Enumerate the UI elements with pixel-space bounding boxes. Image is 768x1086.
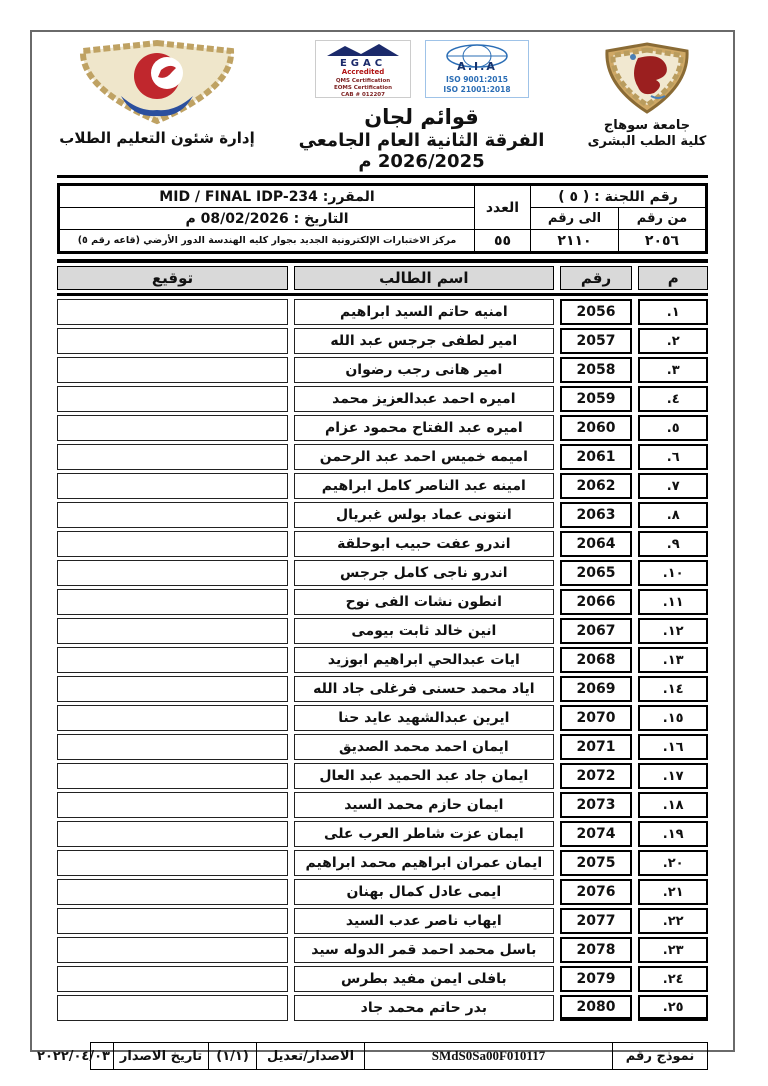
from-number-label: من رقم — [619, 208, 707, 230]
signature-cell — [57, 705, 288, 731]
name-cell: اندرو ناجى كامل جرجس — [294, 560, 554, 586]
serial-cell: ١٣. — [638, 647, 708, 673]
sohag-university-logo-icon — [601, 99, 693, 118]
signature-cell — [57, 328, 288, 354]
name-cell: اميره احمد عبدالعزيز محمد — [294, 386, 554, 412]
number-cell: 2059 — [560, 386, 633, 412]
student-row — [57, 763, 708, 789]
students-header-table — [51, 263, 714, 293]
number-cell: 2068 — [560, 647, 633, 673]
issue-date-label: تاريخ الاصدار — [114, 1043, 209, 1070]
number-cell: 2071 — [560, 734, 633, 760]
header-divider — [57, 175, 708, 178]
faculty-name: كلية الطب البشرى — [587, 134, 707, 150]
serial-cell: ١٧. — [638, 763, 708, 789]
name-cell: ايمان عمران ابراهيم محمد ابراهيم — [294, 850, 554, 876]
number-cell: 2077 — [560, 908, 633, 934]
signature-cell — [57, 386, 288, 412]
serial-cell: ٢٠. — [638, 850, 708, 876]
to-number-label: الى رقم — [531, 208, 619, 230]
form-footer-table — [37, 1042, 708, 1070]
name-cell: اندرو عفت حبيب ابوحلقة — [294, 531, 554, 557]
serial-cell: ٥. — [638, 415, 708, 441]
signature-cell — [57, 444, 288, 470]
student-row — [57, 850, 708, 876]
student-row — [57, 908, 708, 934]
number-cell: 2067 — [560, 618, 633, 644]
name-cell: بافلى ايمن مفيد بطرس — [294, 966, 554, 992]
serial-cell: ٢٥. — [638, 995, 708, 1021]
number-cell: 2058 — [560, 357, 633, 383]
student-row — [57, 531, 708, 557]
signature-cell — [57, 995, 288, 1021]
signature-cell — [57, 473, 288, 499]
course-name: المقرر: MID / FINAL IDP-234 — [59, 185, 475, 208]
signature-cell — [57, 357, 288, 383]
student-row — [57, 560, 708, 586]
iso-21001-line: ISO 21001:2018 — [442, 85, 511, 94]
egac-accredited-label: Accredited — [341, 68, 384, 76]
student-row — [57, 444, 708, 470]
student-row — [57, 647, 708, 673]
signature-cell — [57, 299, 288, 325]
exam-info-table — [57, 183, 708, 254]
signature-cell — [57, 676, 288, 702]
accreditation-logos — [257, 40, 586, 102]
column-student-name: اسم الطالب — [294, 266, 554, 290]
number-cell: 2072 — [560, 763, 633, 789]
signature-cell — [57, 908, 288, 934]
count-value: ٥٥ — [475, 230, 531, 253]
name-cell: امنيه حاتم السيد ابراهيم — [294, 299, 554, 325]
name-cell: بدر حاتم محمد جاد — [294, 995, 554, 1021]
student-row — [57, 589, 708, 615]
serial-cell: ١١. — [638, 589, 708, 615]
signature-cell — [57, 937, 288, 963]
signature-cell — [57, 821, 288, 847]
document-title: قوائم لجان — [364, 105, 479, 129]
serial-cell: ١. — [638, 299, 708, 325]
number-cell: 2076 — [560, 879, 633, 905]
issue-label: الاصدار/تعديل — [257, 1043, 365, 1070]
student-affairs-logo-icon — [73, 109, 241, 128]
student-affairs-caption: إدارة شئون التعليم الطلاب — [59, 129, 255, 147]
number-cell: 2069 — [560, 676, 633, 702]
name-cell: ايمان حازم محمد السيد — [294, 792, 554, 818]
issue-date-value: ٢٠٢٢/٠٤/٠٣ — [90, 1043, 113, 1070]
signature-cell — [57, 734, 288, 760]
from-number-value: ٢٠٥٦ — [619, 230, 707, 253]
name-cell: اميمه خميس احمد عبد الرحمن — [294, 444, 554, 470]
column-signature: توقيع — [57, 266, 288, 290]
serial-cell: ١٩. — [638, 821, 708, 847]
number-cell: 2070 — [560, 705, 633, 731]
serial-cell: ٧. — [638, 473, 708, 499]
name-cell: انطون نشات الفى نوح — [294, 589, 554, 615]
signature-cell — [57, 589, 288, 615]
signature-cell — [57, 763, 288, 789]
name-cell: ايمى عادل كمال بهنان — [294, 879, 554, 905]
egac-accredited-logo-icon — [315, 40, 411, 102]
university-name: جامعة سوهاج — [603, 118, 691, 133]
name-cell: انين خالد ثابت بيومى — [294, 618, 554, 644]
serial-cell: ٢٣. — [638, 937, 708, 963]
exam-venue: مركز الاختبارات الإلكترونية الجديد بجوار كليه الهندسة الدور الأرضي (قاعه رقم ٥) — [59, 230, 475, 253]
signature-cell — [57, 792, 288, 818]
column-number: رقم — [560, 266, 633, 290]
student-row — [57, 734, 708, 760]
signature-cell — [57, 879, 288, 905]
number-cell: 2075 — [560, 850, 633, 876]
iso-9001-line: ISO 9001:2015 — [445, 75, 508, 84]
number-cell: 2056 — [560, 299, 633, 325]
student-row — [57, 618, 708, 644]
aia-iso-logo-icon — [425, 40, 529, 102]
serial-cell: ١٤. — [638, 676, 708, 702]
student-row — [57, 966, 708, 992]
header-center — [257, 38, 586, 172]
serial-cell: ٩. — [638, 531, 708, 557]
number-cell: 2074 — [560, 821, 633, 847]
signature-cell — [57, 502, 288, 528]
egac-qms-line: QMS Certification — [335, 78, 390, 84]
number-cell: 2057 — [560, 328, 633, 354]
student-row — [57, 879, 708, 905]
serial-cell: ٢. — [638, 328, 708, 354]
student-row — [57, 705, 708, 731]
student-affairs-block — [57, 38, 257, 147]
name-cell: ايمان جاد عبد الحميد عبد العال — [294, 763, 554, 789]
name-cell: ايهاب ناصر عدب السيد — [294, 908, 554, 934]
name-cell: باسل محمد احمد قمر الدوله سيد — [294, 937, 554, 963]
name-cell: ايرين عبدالشهيد عايد حنا — [294, 705, 554, 731]
signature-cell — [57, 560, 288, 586]
to-number-value: ٢١١٠ — [531, 230, 619, 253]
student-row — [57, 386, 708, 412]
number-cell: 2080 — [560, 995, 633, 1021]
number-cell: 2065 — [560, 560, 633, 586]
document-page — [30, 30, 735, 1064]
student-row — [57, 792, 708, 818]
name-cell: انتونى عماد بولس غبريال — [294, 502, 554, 528]
number-cell: 2066 — [560, 589, 633, 615]
committee-number: رقم اللجنة : ( ٥ ) — [531, 185, 707, 208]
student-row — [57, 473, 708, 499]
number-cell: 2078 — [560, 937, 633, 963]
number-cell: 2064 — [560, 531, 633, 557]
serial-cell: ٢١. — [638, 879, 708, 905]
university-block — [586, 38, 708, 151]
number-cell: 2063 — [560, 502, 633, 528]
egac-cab-line: CAB # 012207 — [340, 92, 385, 98]
number-cell: 2060 — [560, 415, 633, 441]
aia-label: A.I.A — [456, 60, 497, 73]
student-row — [57, 299, 708, 325]
name-cell: اياد محمد حسنى فرغلى جاد الله — [294, 676, 554, 702]
signature-cell — [57, 647, 288, 673]
number-cell: 2073 — [560, 792, 633, 818]
serial-cell: ١٥. — [638, 705, 708, 731]
serial-cell: ١٠. — [638, 560, 708, 586]
serial-cell: ٦. — [638, 444, 708, 470]
signature-cell — [57, 966, 288, 992]
serial-cell: ٣. — [638, 357, 708, 383]
student-row — [57, 937, 708, 963]
signature-cell — [57, 415, 288, 441]
serial-cell: ١٨. — [638, 792, 708, 818]
egac-eoms-line: EOMS Certification — [333, 85, 392, 91]
count-label: العدد — [475, 185, 531, 230]
student-row — [57, 676, 708, 702]
document-subtitle: الفرقة الثانية العام الجامعي 2026/2025 م — [298, 130, 545, 172]
signature-cell — [57, 850, 288, 876]
form-number-label: نموذج رقم — [613, 1043, 708, 1070]
serial-cell: ١٦. — [638, 734, 708, 760]
exam-date: التاريخ : 08/02/2026 م — [59, 208, 475, 230]
students-table — [51, 296, 714, 1024]
egac-label: EGAC — [339, 58, 386, 69]
number-cell: 2079 — [560, 966, 633, 992]
document-header — [57, 38, 708, 172]
signature-cell — [57, 531, 288, 557]
signature-cell — [57, 618, 288, 644]
student-row — [57, 328, 708, 354]
serial-cell: ٨. — [638, 502, 708, 528]
serial-cell: ١٢. — [638, 618, 708, 644]
serial-cell: ٤. — [638, 386, 708, 412]
serial-cell: ٢٤. — [638, 966, 708, 992]
column-serial: م — [638, 266, 708, 290]
student-row — [57, 821, 708, 847]
name-cell: اميره عبد الفتاح محمود عزام — [294, 415, 554, 441]
name-cell: ايمان عزت شاطر العرب على — [294, 821, 554, 847]
name-cell: امير هانى رجب رضوان — [294, 357, 554, 383]
student-row — [57, 995, 708, 1021]
student-row — [57, 415, 708, 441]
name-cell: امير لطفى جرجس عبد الله — [294, 328, 554, 354]
name-cell: ايات عبدالحي ابراهيم ابوزيد — [294, 647, 554, 673]
name-cell: امينه عبد الناصر كامل ابراهيم — [294, 473, 554, 499]
students-body — [57, 299, 708, 1021]
issue-value: (١/١) — [209, 1043, 257, 1070]
student-row — [57, 357, 708, 383]
name-cell: ايمان احمد محمد الصديق — [294, 734, 554, 760]
student-row — [57, 502, 708, 528]
number-cell: 2062 — [560, 473, 633, 499]
form-number-value: SMdS0Sa00F010117 — [365, 1043, 613, 1070]
serial-cell: ٢٢. — [638, 908, 708, 934]
number-cell: 2061 — [560, 444, 633, 470]
